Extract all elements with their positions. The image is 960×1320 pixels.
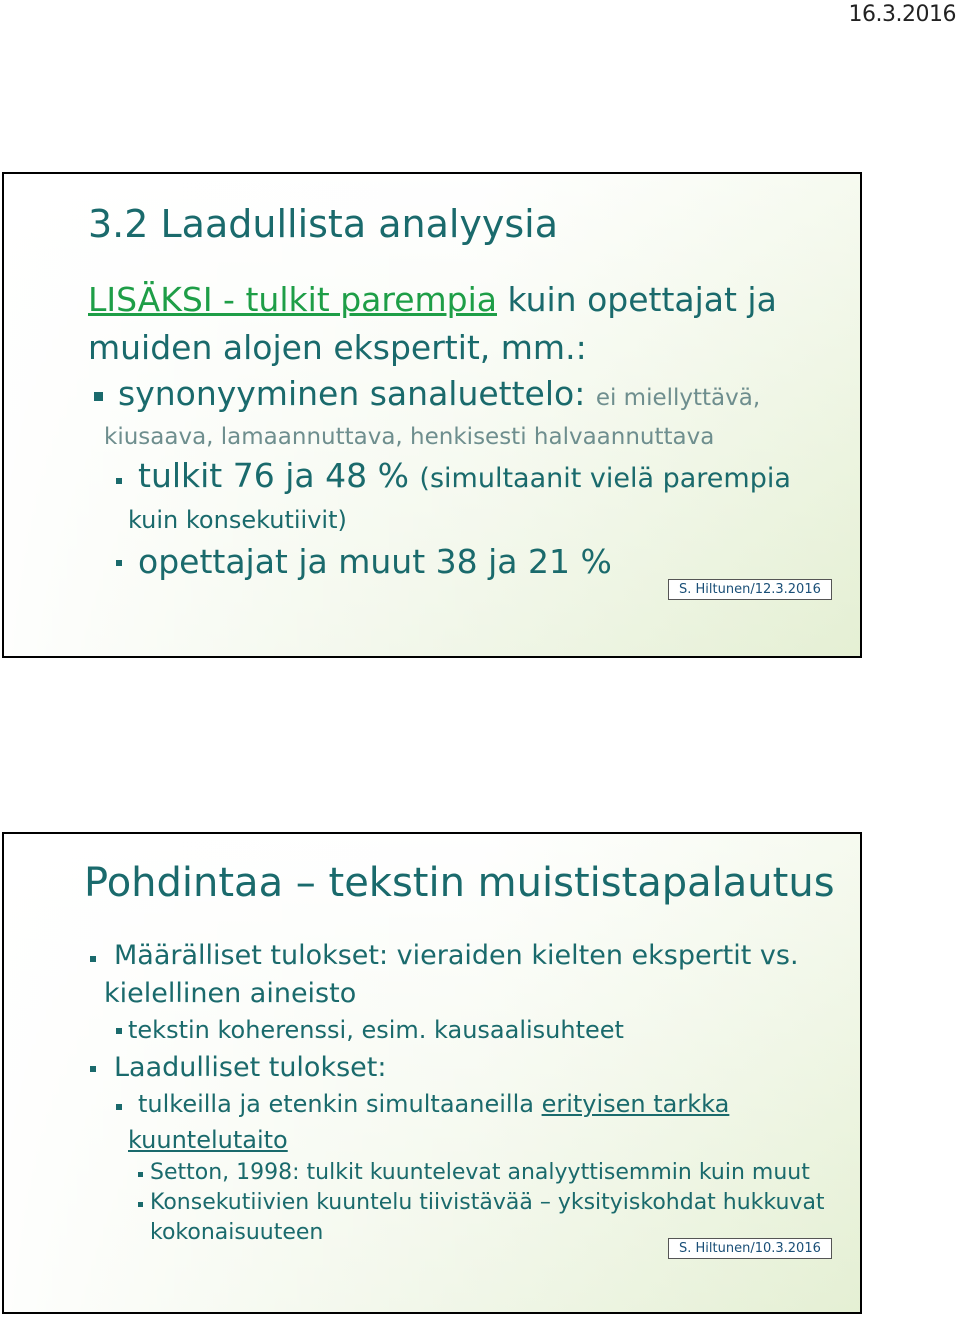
slide-2-subsub-1: Setton, 1998: tulkit kuuntelevat analyyttisemmin kuin muut	[150, 1160, 810, 1185]
bullet-square-icon	[116, 478, 122, 484]
intro-link[interactable]: LISÄKSI - tulkit parempia	[88, 280, 497, 319]
bullet-square-icon	[90, 956, 96, 962]
intro-rest: kuin opettajat ja	[497, 280, 777, 319]
bullet-square-icon	[116, 560, 122, 566]
bullet-square-icon	[94, 392, 103, 401]
bullet-3: opettajat ja muut 38 ja 21 %	[138, 542, 612, 581]
slide-1-title: 3.2 Laadullista analyysia	[88, 202, 559, 246]
slide-1	[2, 172, 862, 658]
slide-2-title: Pohdintaa – tekstin muististapalautus	[84, 860, 835, 906]
bullet-1-line-2: kiusaava, lamaannuttava, henkisesti halvaannuttava	[104, 424, 715, 450]
slide-1-intro	[88, 280, 777, 319]
slide-2-footer: S. Hiltunen/10.3.2016	[668, 1238, 832, 1259]
slide-2-bullet-1-line-2: kielellinen aineisto	[104, 978, 357, 1009]
bullet-square-icon	[138, 1172, 143, 1177]
slide-2-bullet-1: Määrälliset tulokset: vieraiden kielten ekspertit vs.	[114, 940, 799, 971]
slide-2	[2, 832, 862, 1314]
bullet-square-icon	[90, 1066, 96, 1072]
intro-line-2: muiden alojen ekspertit, mm.:	[88, 328, 587, 367]
page-date: 16.3.2016	[848, 2, 956, 27]
bullet-square-icon	[116, 1104, 122, 1110]
slide-2-subsub-2: Konsekutiivien kuuntelu tiivistävää – yksityiskohdat hukkuvat	[150, 1190, 825, 1215]
slide-1-footer: S. Hiltunen/12.3.2016	[668, 579, 832, 600]
slide-2-sub-2-line-2: kuuntelutaito	[128, 1126, 288, 1154]
bullet-square-icon	[138, 1202, 143, 1207]
slide-2-bullet-2: Laadulliset tulokset:	[114, 1052, 387, 1083]
bullet-2-line-2: kuin konsekutiivit)	[128, 506, 347, 534]
bullet-square-icon	[116, 1028, 122, 1034]
bullet-2: tulkit 76 ja 48 % (simultaanit vielä parempia	[138, 456, 791, 495]
slide-2-subsub-2-line-2: kokonaisuuteen	[150, 1220, 324, 1245]
slide-2-sub-1: tekstin koherenssi, esim. kausaalisuhteet	[128, 1016, 624, 1044]
bullet-1: synonyyminen sanaluettelo: ei miellyttävä,	[118, 374, 761, 413]
slide-2-sub-2: tulkeilla ja etenkin simultaaneilla erityisen tarkka	[138, 1090, 730, 1118]
